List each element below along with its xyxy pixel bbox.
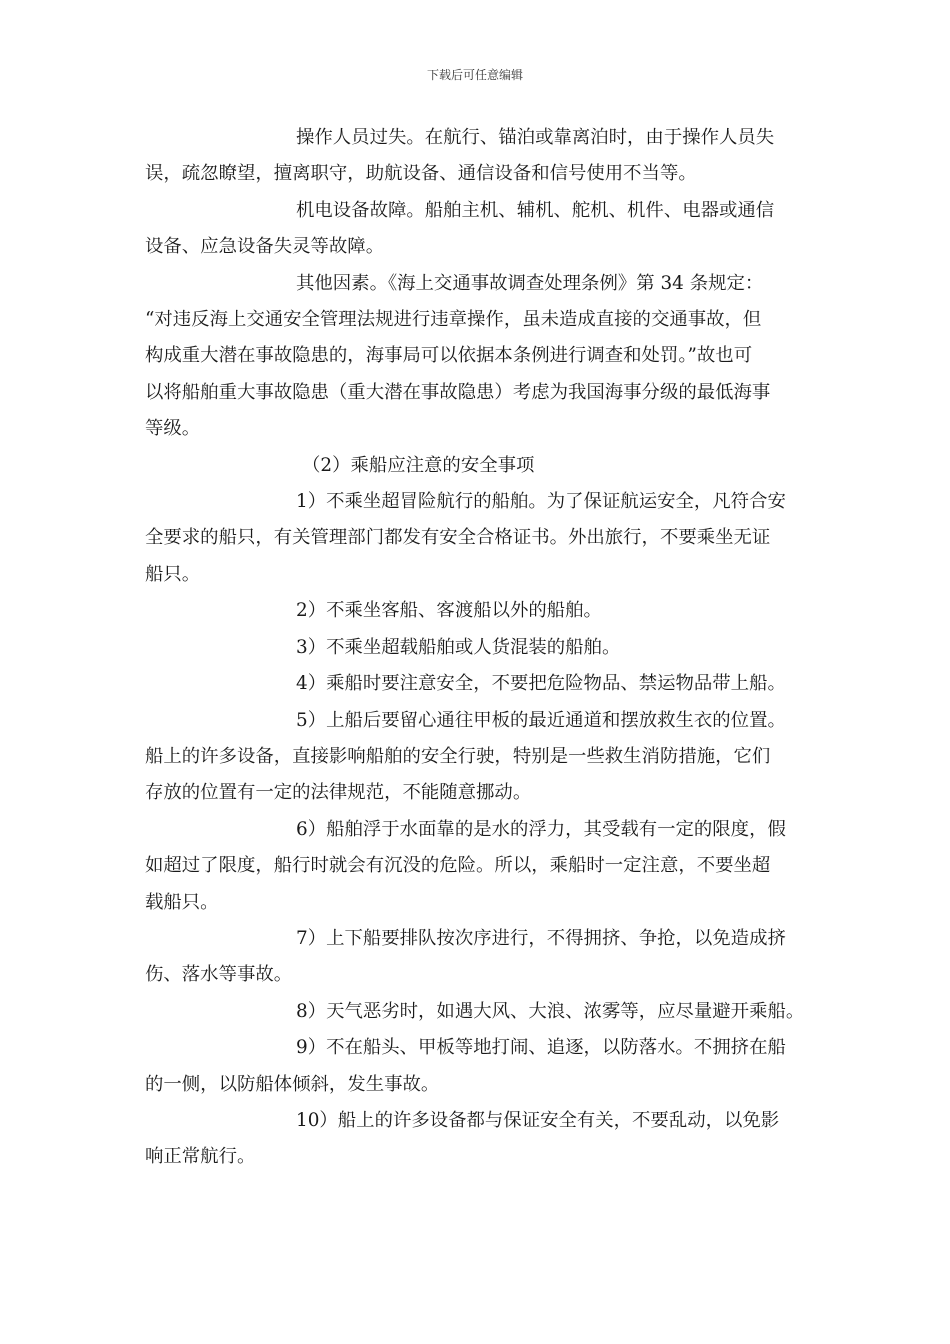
text-line: 2）不乘坐客船、客渡船以外的船舶。 [296,600,602,622]
list-item-8 [145,994,807,1030]
text-line: 船只。 [145,563,201,585]
paragraph-other-factors [145,266,807,448]
paragraph-operator-error [145,120,807,193]
page-header: 下载后可任意编辑 [426,68,523,82]
document-body [145,120,807,1176]
text-line: 如超过了限度，船行时就会有沉没的危险。所以，乘船时一定注意，不要坐超 [145,855,771,877]
text-line: 的一侧，以防船体倾斜，发生事故。 [145,1073,440,1095]
text-line: 4）乘船时要注意安全，不要把危险物品、禁运物品带上船。 [296,673,786,695]
paragraph-equipment-failure [145,193,807,266]
text-line: 全要求的船只，有关管理部门都发有安全合格证书。外出旅行，不要乘坐无证 [145,527,771,549]
list-item-3 [145,630,807,666]
text-line: 载船只。 [145,891,219,913]
list-item-5 [145,703,807,812]
text-line: 机电设备故障。船舶主机、辅机、舵机、机件、电器或通信 [296,199,775,221]
text-line: 5）上船后要留心通往甲板的最近通道和摆放救生衣的位置。 [296,709,786,731]
text-line: （2）乘船应注意的安全事项 [302,454,535,476]
text-line: 1）不乘坐超冒险航行的船舶。为了保证航运安全，凡符合安 [296,491,786,513]
list-item-6 [145,812,807,921]
list-item-2 [145,593,807,629]
section-heading [145,448,807,484]
text-line: 其他因素。《海上交通事故调查处理条例》第 34 条规定： [296,272,764,294]
text-line: 9）不在船头、甲板等地打闹、追逐，以防落水。不拥挤在船 [296,1037,786,1059]
text-line: 误，疏忽瞭望，擅离职守，助航设备、通信设备和信号使用不当等。 [145,163,697,185]
text-line: 船上的许多设备，直接影响船舶的安全行驶，特别是一些救生消防措施，它们 [145,745,771,767]
text-line: 10）船上的许多设备都与保证安全有关，不要乱动，以免影 [296,1109,780,1131]
list-item-1 [145,484,807,593]
text-line: 3）不乘坐超载船舶或人货混装的船舶。 [296,636,621,658]
list-item-7 [145,921,807,994]
text-line: 6）船舶浮于水面靠的是水的浮力，其受载有一定的限度，假 [296,818,786,840]
list-item-10 [145,1103,807,1176]
text-line: 操作人员过失。在航行、锚泊或靠离泊时，由于操作人员失 [296,127,775,148]
text-line: 等级。 [145,418,201,440]
list-item-4 [145,666,807,702]
list-item-9 [145,1030,807,1103]
text-line: 8）天气恶劣时，如遇大风、大浪、浓雾等，应尽量避开乘船。 [296,1000,805,1022]
text-line: 以将船舶重大事故隐患（重大潜在事故隐患）考虑为我国海事分级的最低海事 [145,381,771,403]
text-line: 伤、落水等事故。 [145,964,293,986]
text-line: 7）上下船要排队按次序进行，不得拥挤、争抢，以免造成挤 [296,927,786,949]
text-line: 设备、应急设备失灵等故障。 [145,236,385,258]
text-line: “对违反海上交通安全管理法规进行违章操作，虽未造成直接的交通事故，但 [145,309,762,331]
text-line: 响正常航行。 [145,1146,256,1168]
text-line: 构成重大潜在事故隐患的，海事局可以依据本条例进行调查和处罚。”故也可 [145,345,753,367]
text-line: 存放的位置有一定的法律规范，不能随意挪动。 [145,782,532,804]
